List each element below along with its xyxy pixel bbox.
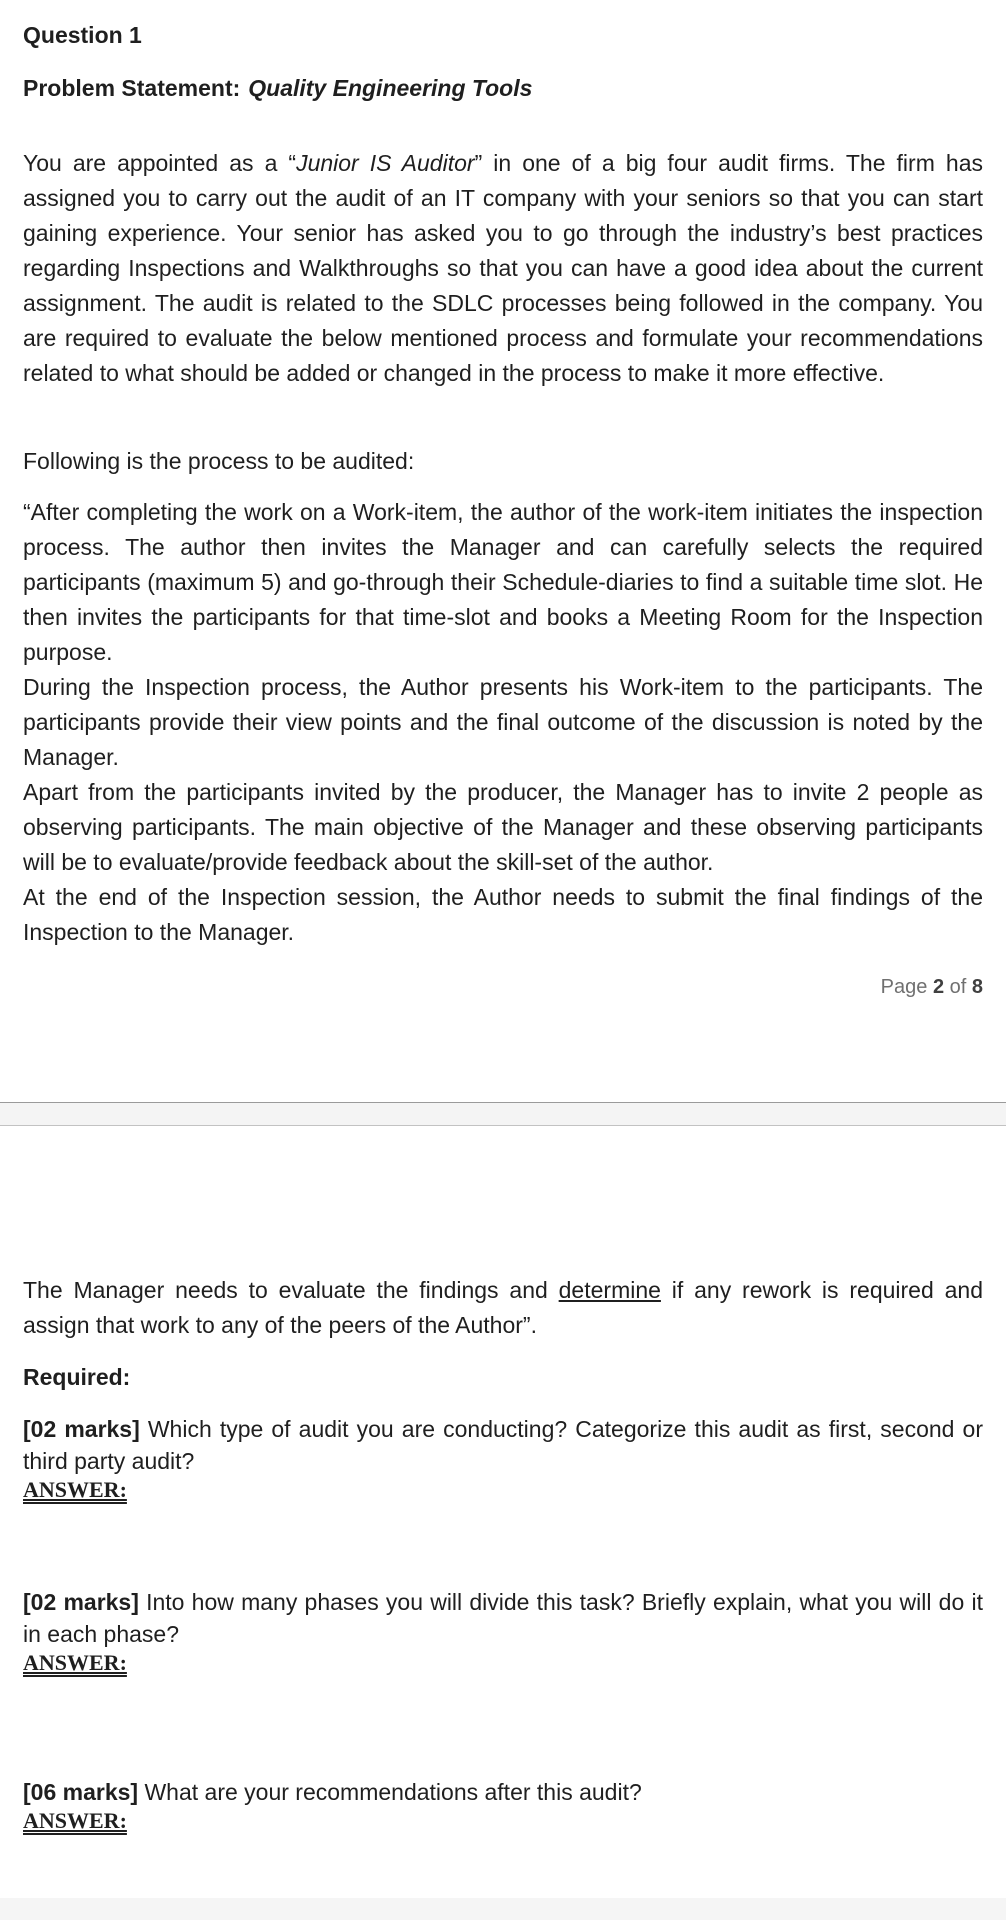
process-p2: During the Inspection process, the Author presents his Work-item to the participants. The participants provide their view points and the final outcome of the discussion is noted by the Manager. — [23, 674, 983, 770]
question-item-3 — [23, 1776, 983, 1834]
question-item-2 — [23, 1586, 983, 1676]
cont-underlined: determine — [558, 1277, 661, 1303]
bottom-band — [0, 1898, 1006, 1920]
ps-label: Problem Statement: — [23, 75, 241, 101]
footer-page-num: 2 — [932, 976, 945, 998]
intro-post: ” in one of a big four audit firms. The firm has assigned you to carry out the audit of an IT company with your seniors so that you can start gaining experience. Your senior has asked you to go through the industry’s best practices regarding Inspections and Walkthroughs so that you can have a good idea about the current assignment. The audit is related to the SDLC processes being followed in the company. You are required to evaluate the below mentioned process and formulate your recommendations related to what should be added or changed in the process to make it more effective. — [23, 150, 983, 386]
continuation-paragraph — [23, 1273, 983, 1343]
page-break-gap — [0, 1103, 1006, 1125]
q2-marks: [02 marks] — [23, 1589, 139, 1615]
q1-answer-label: ANSWER: — [23, 1477, 127, 1502]
process-p3: Apart from the participants invited by the producer, the Manager has to invite 2 people as observing participants. The main objective of the Manager and these observing participants will be to evaluate/provide feedback about the skill-set of the author. — [23, 779, 983, 875]
problem-statement — [23, 75, 983, 102]
footer-of-word: of — [949, 976, 967, 998]
cont-post: if any rework is required and assign that work to any of the peers of the Author”. — [23, 1277, 983, 1338]
intro-pre: You are appointed as a “ — [23, 150, 297, 176]
q1-marks: [02 marks] — [23, 1416, 140, 1442]
intro-paragraph — [23, 146, 983, 391]
intro-role: Junior IS Auditor — [296, 150, 475, 176]
footer-page-word: Page — [880, 976, 928, 998]
q2-answer-label: ANSWER: — [23, 1650, 127, 1675]
q3-text: What are your recommendations after this audit? — [138, 1779, 642, 1805]
cont-pre: The Manager needs to evaluate the findings and — [23, 1277, 559, 1303]
q3-marks: [06 marks] — [23, 1779, 139, 1805]
process-p4: At the end of the Inspection session, the Author needs to submit the final findings of the Inspection to the Manager. — [23, 884, 983, 945]
following-text: Following is the process to be audited: — [23, 448, 415, 474]
page-break-bottom-line — [0, 1125, 1006, 1126]
ps-topic: Quality Engineering Tools — [248, 75, 533, 101]
q3-answer-label: ANSWER: — [23, 1808, 127, 1833]
process-block — [23, 495, 983, 950]
question-number: Question 1 — [23, 22, 142, 48]
process-p1: “After completing the work on a Work-item, the author of the work-item initiates the inspection process. The author then invites the Manager and can carefully selects the required participants (maximum 5) and go-through their Schedule-diaries to find a suitable time slot. He then invites the participants for that time-slot and books a Meeting Room for the Inspection purpose. — [23, 499, 983, 665]
q2-text: Into how many phases you will divide this task? Briefly explain, what you will do it in each phase? — [23, 1589, 983, 1647]
q1-text: Which type of audit you are conducting? Categorize this audit as first, second or third party audit? — [23, 1416, 983, 1474]
following-line — [23, 444, 983, 479]
question-title — [23, 22, 983, 49]
question-item-1 — [23, 1413, 983, 1503]
required-heading — [23, 1360, 983, 1395]
footer-total: 8 — [971, 976, 983, 998]
page-footer — [881, 976, 983, 999]
required-label: Required: — [23, 1364, 131, 1390]
